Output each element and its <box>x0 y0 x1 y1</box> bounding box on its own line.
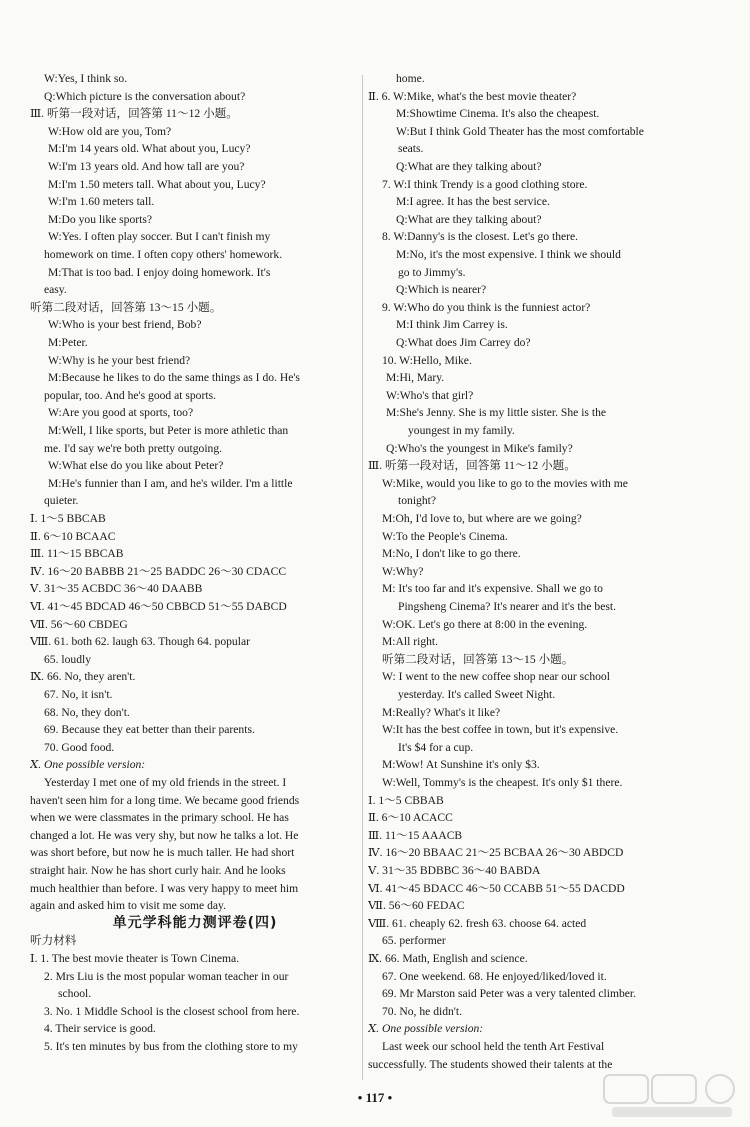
left-text-line: school. <box>58 987 92 1001</box>
left-text-line: M:Well, I like sports, but Peter is more athletic than <box>48 424 289 437</box>
left-text-line: W:I'm 1.60 meters tall. <box>48 195 155 209</box>
left-text-line: Yesterday I met one of my old friends in the street. I <box>44 776 287 789</box>
watermark-logo <box>602 1071 742 1121</box>
right-text-line: M:No, I don't like to go there. <box>382 547 521 561</box>
right-text-line: W:It has the best coffee in town, but it's expensive. <box>382 723 619 737</box>
left-text-line: homework on time. I often copy others' homework. <box>44 248 283 261</box>
right-text-line: 8. W:Danny's is the closest. Let's go there. <box>382 230 579 244</box>
left-text-line: Ⅸ. 66. No, they aren't. <box>30 670 136 684</box>
column-divider <box>362 75 363 1080</box>
right-text-line: Ⅲ. 听第一段对话，回答第 11～12 小题。 <box>368 459 576 473</box>
right-text-line: Ⅱ. 6. W:Mike, what's the best movie theater? <box>368 89 577 103</box>
left-text-line: 3. No. 1 Middle School is the closest school from here. <box>44 1004 300 1018</box>
right-text-line: 9. W:Who do you think is the funniest actor? <box>382 300 591 314</box>
left-text-line: Ⅰ. 1～5 BBCAB <box>30 512 106 525</box>
left-text-line: M:That is too bad. I enjoy doing homework. It's <box>48 265 271 279</box>
left-text-line: 65. loudly <box>44 652 92 666</box>
left-text-line: M:I'm 1.50 meters tall. What about you, Lucy? <box>48 177 266 191</box>
right-text-line: Ⅴ. 31～35 BDBBC 36～40 BABDA <box>368 864 541 877</box>
left-text-line: easy. <box>44 283 67 297</box>
right-text-line: tonight? <box>398 494 436 508</box>
page-number: • 117 • <box>357 1090 393 1105</box>
left-text-line: W:Are you good at sports, too? <box>48 406 194 420</box>
left-text-line: 4. Their service is good. <box>44 1022 156 1036</box>
right-text-line: M:No, it's the most expensive. I think we should <box>396 248 621 261</box>
left-text-line: Ⅰ. 1. The best movie theater is Town Cinema. <box>30 952 240 965</box>
right-text-line: Ⅷ. 61. cheaply 62. fresh 63. choose 64. acted <box>368 916 587 930</box>
right-text-line: Pingsheng Cinema? It's nearer and it's the best. <box>398 600 616 613</box>
left-text-line: quieter. <box>44 494 79 508</box>
right-text-line: Ⅸ. 66. Math, English and science. <box>368 952 528 965</box>
left-text-line: much healthier than before. I was very happy to meet him <box>30 881 299 895</box>
left-text-line: haven't seen him for a long time. We became good friends <box>30 793 300 807</box>
left-text-line: 5. It's ten minutes by bus from the clothing store to my <box>44 1040 298 1053</box>
left-text-line: when we were classmates in the primary school. He has <box>30 811 289 825</box>
right-text-line: Q:What does Jim Carrey do? <box>396 336 531 349</box>
right-text-line: W:Well, Tommy's is the cheapest. It's only $1 there. <box>382 776 623 789</box>
left-text-line: changed a lot. He was very shy, but now he talks a lot. He <box>30 828 299 842</box>
right-text-line: Q:What are they talking about? <box>396 212 542 226</box>
right-text-line: M:I agree. It has the best service. <box>396 195 550 209</box>
right-text-line: successfully. The students showed their talents at the <box>368 1057 613 1071</box>
right-text-line: W:Why? <box>382 564 424 578</box>
left-text-line: M:Do you like sports? <box>48 212 153 226</box>
right-text-line: M:All right. <box>382 635 439 649</box>
left-text-line: W:How old are you, Tom? <box>48 124 172 138</box>
left-text-line: Ⅷ. 61. both 62. laugh 63. Though 64. popular <box>30 635 250 649</box>
left-text-line: 听力材料 <box>30 934 77 948</box>
right-text-line: home. <box>396 72 425 85</box>
right-text-line: 69. Mr Marston said Peter was a very talented climber. <box>382 987 637 1001</box>
right-text-line: M:Hi, Mary. <box>386 371 445 385</box>
right-text-line: Ⅲ. 11～15 AAACB <box>368 828 463 842</box>
left-text-line: 70. Good food. <box>44 740 115 754</box>
right-text-line: It's $4 for a cup. <box>398 740 474 754</box>
left-text-line: Ⅶ. 56～60 CBDEG <box>30 617 128 631</box>
right-text-line: M:Oh, I'd love to, but where are we going? <box>382 512 582 525</box>
right-text-line: youngest in my family. <box>408 424 515 437</box>
left-text-line: 2. Mrs Liu is the most popular woman teacher in our <box>44 969 289 983</box>
left-text-line: M:Peter. <box>48 336 88 349</box>
left-text-line: M:Because he likes to do the same things as I do. He's <box>48 371 300 385</box>
left-text-line: W:Yes. I often play soccer. But I can't finish my <box>48 230 271 244</box>
left-text-line: Ⅲ. 11～15 BBCAB <box>30 547 124 561</box>
right-text-line: seats. <box>398 142 424 156</box>
right-text-line: Ⅰ. 1～5 CBBAB <box>368 793 444 807</box>
right-text-line: 70. No, he didn't. <box>382 1004 463 1018</box>
right-text-line: M:Really? What's it like? <box>382 705 501 719</box>
right-text-line: M:Wow! At Sunshine it's only $3. <box>382 758 540 772</box>
right-text-line: W:Mike, would you like to go to the movies with me <box>382 476 628 490</box>
right-text-line: Last week our school held the tenth Art Festival <box>382 1040 605 1053</box>
right-text-line: W:OK. Let's go there at 8:00 in the evening. <box>382 617 588 631</box>
right-text-line: 7. W:I think Trendy is a good clothing store. <box>382 177 588 191</box>
left-text-line: 听第二段对话，回答第 13～15 小题。 <box>30 300 222 314</box>
right-text-line: W:To the People's Cinema. <box>382 529 508 543</box>
right-text-line: W: I went to the new coffee shop near our school <box>382 670 610 684</box>
left-text-line: Ⅲ. 听第一段对话，回答第 11～12 小题。 <box>30 107 238 121</box>
left-text-line: Ⅳ. 16～20 BABBB 21～25 BADDC 26～30 CDACC <box>30 564 287 578</box>
left-text-line: popular, too. And he's good at sports. <box>44 388 216 402</box>
left-text-line: W:I'm 13 years old. And how tall are you? <box>48 160 245 173</box>
right-text-line: go to Jimmy's. <box>398 265 466 279</box>
left-text-line: W:Who is your best friend, Bob? <box>48 318 202 332</box>
right-text-line: W:Who's that girl? <box>386 388 474 402</box>
right-text-line: M:She's Jenny. She is my little sister. She is the <box>386 406 607 420</box>
right-text-line: W:But I think Gold Theater has the most comfortable <box>396 124 644 138</box>
right-text-line: M:Showtime Cinema. It's also the cheapest. <box>396 107 600 121</box>
left-text-line: 68. No, they don't. <box>44 705 130 719</box>
right-text-line: Q:Who's the youngest in Mike's family? <box>386 441 573 455</box>
right-text-line: 67. One weekend. 68. He enjoyed/liked/loved it. <box>382 969 607 983</box>
left-text-line: Ⅴ. 31～35 ACBDC 36～40 DAABB <box>30 582 203 596</box>
right-text-line: M: It's too far and it's expensive. Shall we go to <box>382 582 603 596</box>
left-text-line: W:What else do you like about Peter? <box>48 459 224 473</box>
right-text-line: Ⅵ. 41～45 BDACC 46～50 CCABB 51～55 DACDD <box>368 881 625 895</box>
right-text-line: M:I think Jim Carrey is. <box>396 318 508 332</box>
right-text-line: 听第二段对话，回答第 13～15 小题。 <box>382 652 574 666</box>
left-text-line: 69. Because they eat better than their parents. <box>44 723 255 737</box>
right-text-line: Q:What are they talking about? <box>396 160 542 173</box>
left-text-line: me. I'd say we're both pretty outgoing. <box>44 441 223 455</box>
right-text-line: 10. W:Hello, Mike. <box>382 353 472 367</box>
left-text-line: straight hair. Now he has short curly hair. And he looks <box>30 864 286 877</box>
left-text-line: 67. No, it isn't. <box>44 688 113 701</box>
right-text-line: yesterday. It's called Sweet Night. <box>398 688 556 701</box>
left-text-line: Q:Which picture is the conversation about? <box>44 89 246 103</box>
left-text-line: Ⅵ. 41～45 BDCAD 46～50 CBBCD 51～55 DABCD <box>30 600 287 613</box>
right-text-line: 65. performer <box>382 934 446 948</box>
left-text-line: Ⅹ. One possible version: <box>30 758 146 772</box>
right-text-line: Ⅳ. 16～20 BBAAC 21～25 BCBAA 26～30 ABDCD <box>368 846 624 860</box>
left-text-line: Ⅱ. 6～10 BCAAC <box>30 529 116 543</box>
right-text-line: Ⅱ. 6～10 ACACC <box>368 811 453 825</box>
left-text-line: M:He's funnier than I am, and he's wilder. I'm a little <box>48 476 293 490</box>
left-text-line: again and asked him to visit me some day. <box>30 899 226 913</box>
left-text-line: was short before, but now he is much taller. He had short <box>30 846 295 860</box>
right-text-line: Q:Which is nearer? <box>396 283 487 297</box>
right-text-line: Ⅹ. One possible version: <box>368 1022 484 1036</box>
left-text-line: 单元学科能力测评卷(四) <box>112 914 278 931</box>
left-text-line: W:Why is he your best friend? <box>48 353 191 367</box>
right-text-line: Ⅶ. 56～60 FEDAC <box>368 899 465 913</box>
left-text-line: W:Yes, I think so. <box>44 72 128 85</box>
left-text-line: M:I'm 14 years old. What about you, Lucy? <box>48 142 251 156</box>
